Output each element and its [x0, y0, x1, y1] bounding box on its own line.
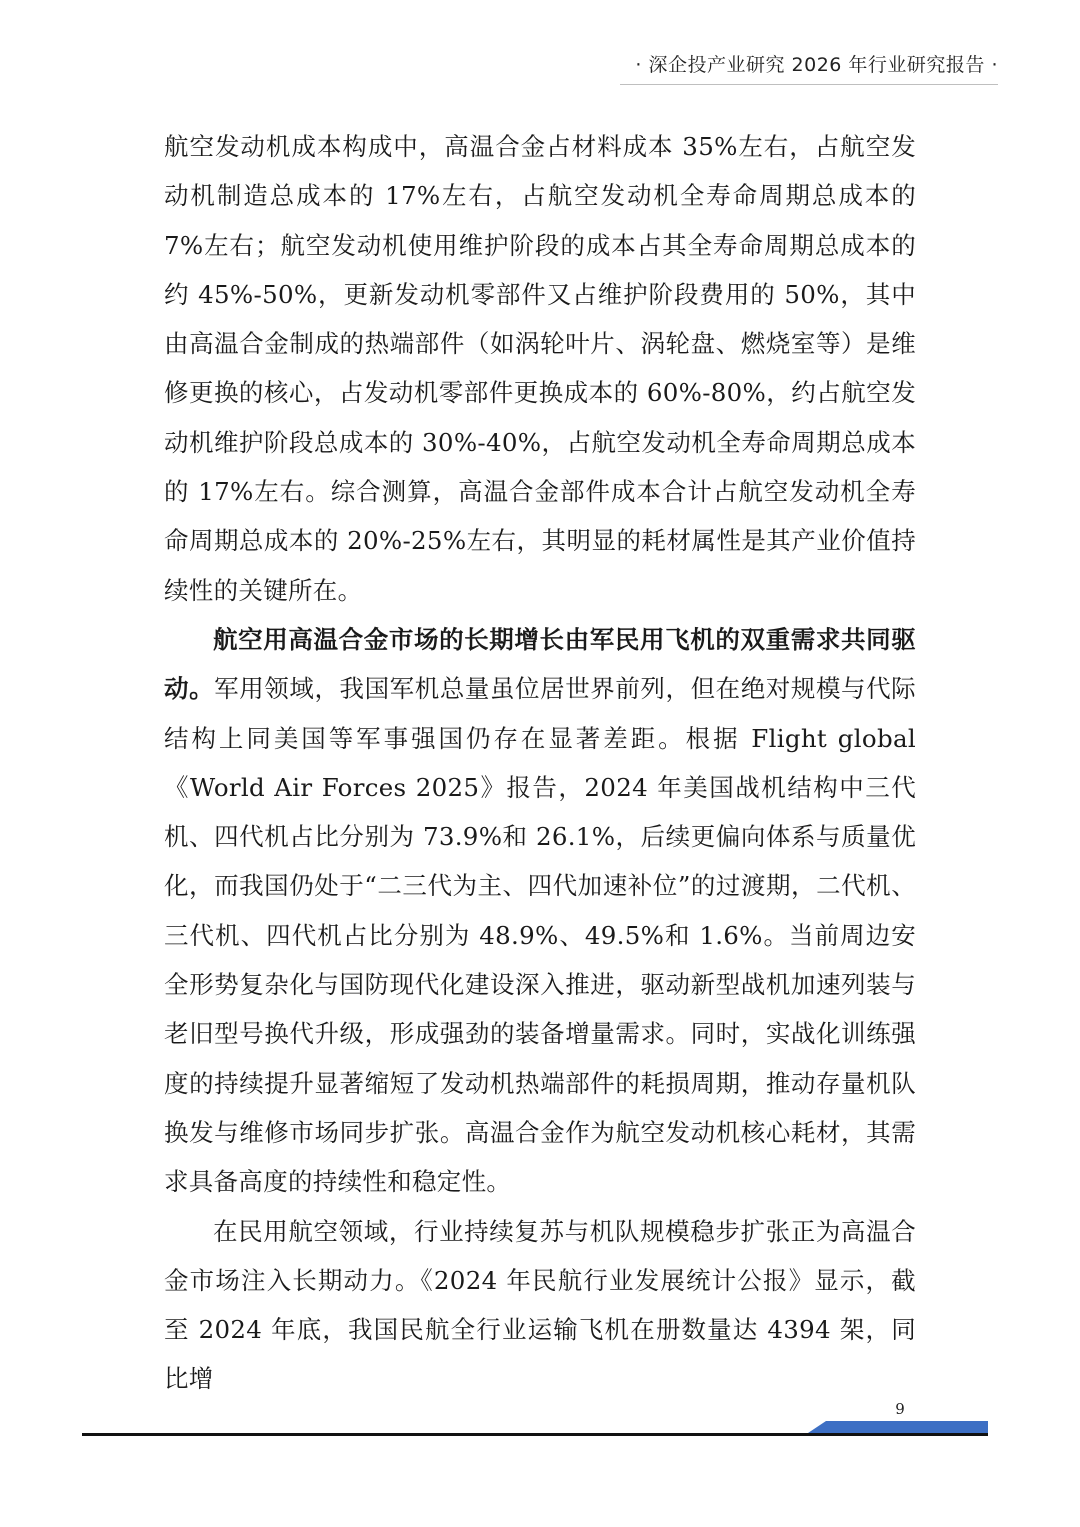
footer-accent-bar — [826, 1421, 988, 1433]
report-body — [164, 122, 916, 1404]
running-header: · 深企投产业研究 2026 年行业研究报告 · — [635, 54, 998, 76]
page-number: 9 — [895, 1400, 905, 1418]
paragraph-cost-structure: 航空发动机成本构成中，高温合金占材料成本 35%左右，占航空发动机制造总成本的 17%左右，占航空发动机全寿命周期总成本的 7%左右；航空发动机使用维护阶段的成本占其全寿命周期总成本的约 45%-50%，更新发动机零部件又占维护阶段费用的 50%，其中由高温合金制成的热端部件（如涡轮叶片、涡轮盘、燃烧室等）是维修更换的核心，占发动机零部件更换成本的 60%-80%，约占航空发动机维护阶段总成本的 30%-40%，占航空发动机全寿命周期总成本的 17%左右。综合测算，高温合金部件成本合计占航空发动机全寿命周期总成本的 20%-25%左右，其明显的耗材属性是其产业价值持续性的关键所在。 — [164, 132, 916, 605]
paragraph-lead-bold: 航空用高温合金市场的长期增长由军民用飞机的双重需求共同驱动。 — [164, 624, 916, 704]
footer-rule — [82, 1433, 988, 1436]
paragraph-civil-aviation: 在民用航空领域，行业持续复苏与机队规模稳步扩张正为高温合金市场注入长期动力。《2024 年民航行业发展统计公报》显示，截至 2024 年底，我国民航全行业运输飞机在册数量达 4394 架，同比增 — [164, 1216, 916, 1394]
header-divider — [620, 84, 998, 85]
footer-accent-slant — [808, 1421, 826, 1433]
paragraph-military-demand — [164, 615, 916, 1207]
paragraph-military-text: 军用领域，我国军机总量虽位居世界前列，但在绝对规模与代际结构上同美国等军事强国仍存在显著差距。根据 Flight global《World Air Forces 2025》报告，2024 年美国战机结构中三代机、四代机占比分别为 73.9%和 26.1%，后续更偏向体系与质量优化，而我国仍处于“二三代为主、四代加速补位”的过渡期，二代机、三代机、四代机占比分别为 48.9%、49.5%和 1.6%。当前周边安全形势复杂化与国防现代化建设深入推进，驱动新型战机加速列装与老旧型号换代升级，形成强劲的装备增量需求。同时，实战化训练强度的持续提升显著缩短了发动机热端部件的耗损周期，推动存量机队换发与维修市场同步扩张。高温合金作为航空发动机核心耗材，其需求具备高度的持续性和稳定性。 — [164, 674, 916, 1197]
